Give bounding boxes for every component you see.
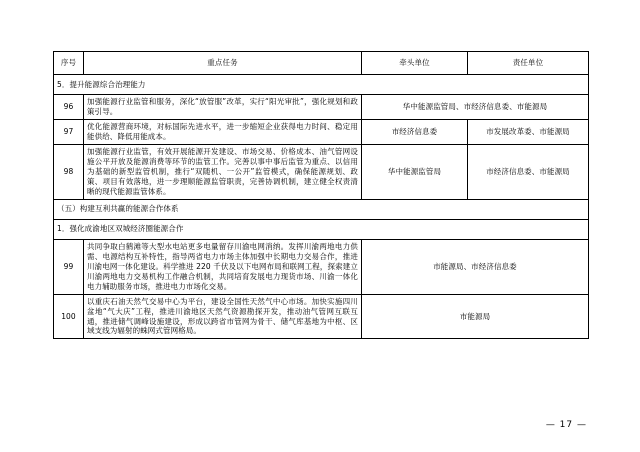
page-number: — 17 — <box>545 420 587 430</box>
key-tasks-table <box>53 51 589 339</box>
table-row <box>54 219 589 239</box>
table-row <box>54 144 589 199</box>
table-row <box>54 95 589 120</box>
row-resp: 市发展改革委、市能源局 <box>468 119 589 144</box>
row-task: 以重庆石油天然气交易中心为平台，建设全国性天然气中心市场。加快实施四川盆地“气大庆”工程，推进川渝地区天然气资源勘探开发，推动油气管网互联互通，推进储气调峰设施建设，形成以跨省市管网为骨干、储气库基地为中枢、区域支线为辐射的蛛网式管网格局。 <box>84 294 362 339</box>
section-heading: 1．强化成渝地区双城经济圈能源合作 <box>54 219 589 239</box>
header-cell-resp: 责任单位 <box>468 52 589 75</box>
row-lead: 市能源局 <box>362 294 589 339</box>
row-seq: 97 <box>54 119 84 144</box>
row-seq: 98 <box>54 144 84 199</box>
row-task: 加强能源行业监管，有效开展能源开发建设、市场交易、价格成本、油气管网设施公平开放及能源消费等环节的监管工作。完善以事中事后监管为重点、以信用为基础的新型监管机制，推行“双随机、一公开”监管模式，确保能源规划、政策、项目有效落地，进一步理顺能源监管职责，完善协调机制，建立健全权责清晰的现代能源监管体系。 <box>84 144 362 199</box>
table-row <box>54 239 589 294</box>
table-body <box>54 75 589 339</box>
table-row <box>54 75 589 95</box>
table-row <box>54 119 589 144</box>
header-cell-seq: 序号 <box>54 52 84 75</box>
section-heading: 5．提升能源综合治理能力 <box>54 75 589 95</box>
header-cell-lead: 牵头单位 <box>362 52 468 75</box>
row-seq: 100 <box>54 294 84 339</box>
table-header-row <box>54 52 589 75</box>
table-row <box>54 199 589 219</box>
row-seq: 96 <box>54 95 84 120</box>
row-task: 优化能源营商环境，对标国际先进水平，进一步缩短企业获得电力时间、稳定用能供给、降低用能成本。 <box>84 119 362 144</box>
header-cell-task: 重点任务 <box>84 52 362 75</box>
row-lead: 华中能源监管局、市经济信息委、市能源局 <box>362 95 589 120</box>
row-resp: 市经济信息委、市能源局 <box>468 144 589 199</box>
table-header <box>54 52 589 75</box>
row-task: 加强能源行业监管和服务，深化“放管服”改革，实行“阳光审批”，强化规划和政策引导。 <box>84 95 362 120</box>
row-lead: 华中能源监管局 <box>362 144 468 199</box>
row-lead: 市经济信息委 <box>362 119 468 144</box>
row-seq: 99 <box>54 239 84 294</box>
row-task: 共同争取白鹤滩等大型水电站更多电量留存川渝电网消纳。发挥川渝两地电力供需、电源结构互补特性，指导两省电力市场主体加强中长期电力交易合作，推进川渝电网一体化建设。科学推进 220 千伏及以下电网布局和联网工程，探索建立川渝两地电力交易机构工作融合机制，共同培育发展电力现货市场、川渝一体化电力辅助服务市场，推进电力市场化交易。 <box>84 239 362 294</box>
table-row <box>54 294 589 339</box>
row-lead: 市能源局、市经济信息委 <box>362 239 589 294</box>
section-heading: （五）构建互利共赢的能源合作体系 <box>54 199 589 219</box>
